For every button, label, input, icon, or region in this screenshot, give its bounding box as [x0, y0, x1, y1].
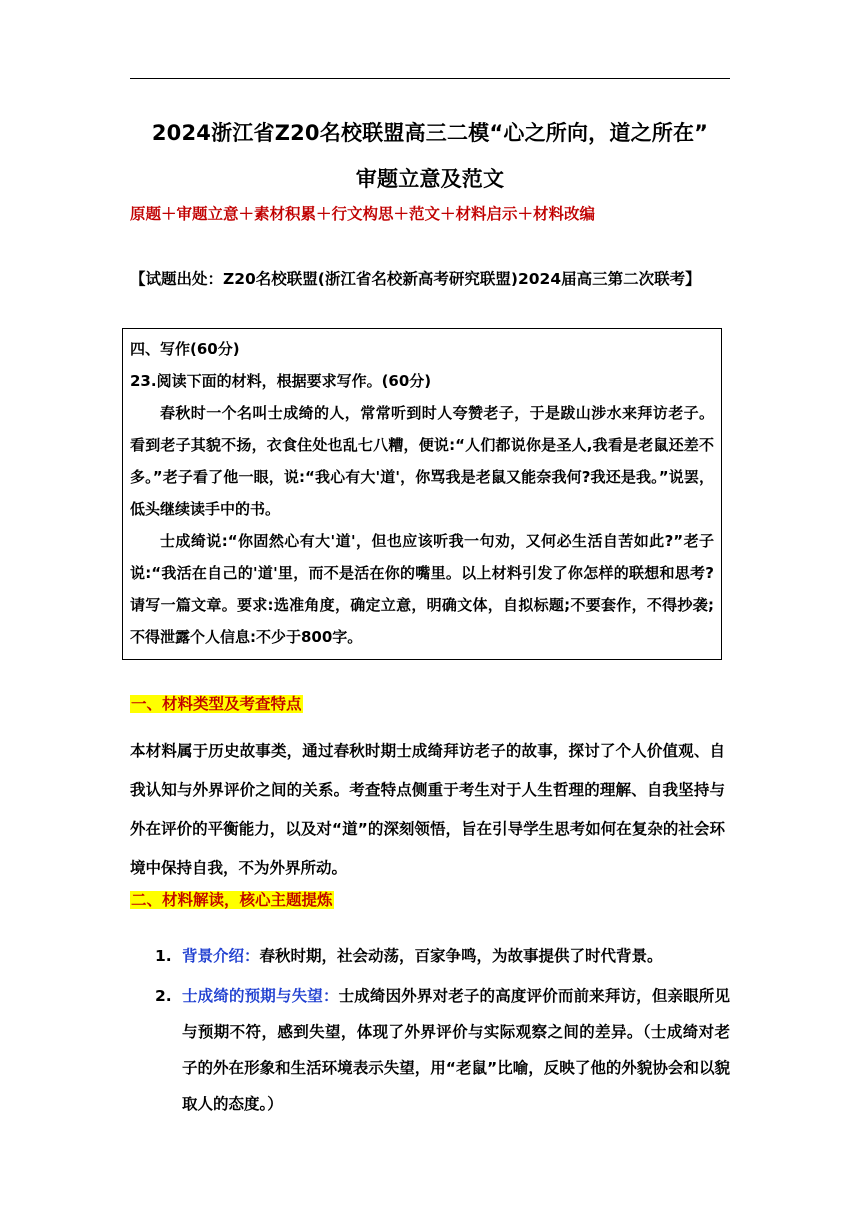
subtitle: 原题＋审题立意＋素材积累＋行文构思＋范文＋材料启示＋材料改编 [130, 205, 596, 223]
list-item-number: 2. [155, 987, 172, 1005]
list-item-text: 士成绮因外界对老子的高度评价而前来拜访，但亲眼所见与预期不符，感到失望，体现了外界评价与实际观察之间的差异。（士成绮对老子的外在形象和生活环境表示失望，用“老鼠”比喻，反映了他的外貌协会和以貌取人的态度。） [182, 987, 730, 1113]
material-paragraph-1: 春秋时一个名叫士成绮的人，常常听到时人夸赞老子，于是跋山涉水来拜访老子。看到老子其貌不扬，衣食住处也乱七八糟，便说:“人们都说你是圣人,我看是老鼠还差不多。”老子看了他一眼，说:“我心有大'道'，你骂我是老鼠又能奈我何?我还是我。”说罢，低头继续读手中的书。 [130, 404, 714, 518]
header-rule [130, 78, 730, 79]
section-2-heading-text: 二、材料解读，核心主题提炼 [131, 891, 333, 909]
section-1-heading-text: 一、材料类型及考查特点 [131, 695, 302, 713]
title-line-2: 审题立意及范文 [355, 167, 505, 191]
list-item-text: 春秋时期，社会动荡，百家争鸣，为故事提供了时代背景。 [259, 947, 663, 965]
list-item [155, 938, 730, 974]
list-item-lead: 背景介绍： [182, 947, 260, 965]
material-paragraph-2: 士成绮说:“你固然心有大'道'，但也应该听我一句劝，又何必生活自苦如此?”老子说:“我活在自己的'道'里，而不是活在你的嘴里。以上材料引发了你怎样的联想和思考?请写一篇文章。要求:选准角度，确定立意，明确文体，自拟标题;不要套作，不得抄袭;不得泄露个人信息:不少于800字。 [130, 532, 714, 646]
list-item-lead: 士成绮的预期与失望： [182, 987, 339, 1005]
question-prompt: 23.阅读下面的材料，根据要求写作。(60分) [130, 372, 432, 390]
list-item-number: 1. [155, 947, 172, 965]
list-item [155, 978, 730, 1122]
section-1-heading [130, 692, 303, 716]
question-box [122, 328, 722, 660]
section-1-body: 本材料属于历史故事类，通过春秋时期士成绮拜访老子的故事，探讨了个人价值观、自我认知与外界评价之间的关系。考查特点侧重于考生对于人生哲理的理解、自我坚持与外在评价的平衡能力，以及对“道”的深刻领悟，旨在引导学生思考如何在复杂的社会环境中保持自我，不为外界所动。 [130, 742, 725, 877]
question-section: 四、写作(60分) [130, 340, 240, 358]
title-line-1: 2024浙江省Z20名校联盟高三二模“心之所向，道之所在” [151, 121, 709, 145]
section-2-heading [130, 888, 334, 912]
interpretation-list [155, 938, 730, 1126]
page-title [110, 110, 750, 202]
question-source: 【试题出处：Z20名校联盟(浙江省名校新高考研究联盟)2024届高三第二次联考】 [130, 270, 701, 288]
